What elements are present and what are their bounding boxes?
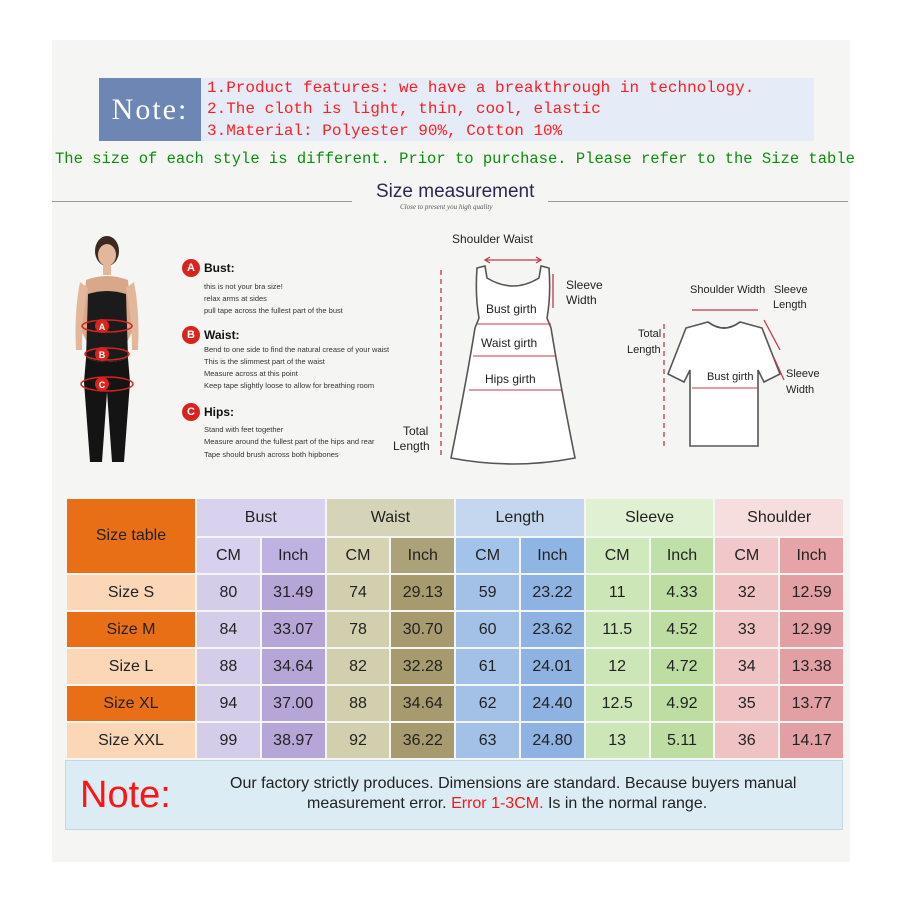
unit-header: CM xyxy=(715,538,778,573)
waist-line-4: Keep tape slightly loose to allow for breathing room xyxy=(204,381,375,390)
dress-total-label: Total xyxy=(403,424,429,438)
model-figure xyxy=(66,232,148,464)
table-cell: 31.49 xyxy=(262,575,325,610)
dress-length-label: Length xyxy=(393,439,430,453)
table-cell: 4.33 xyxy=(651,575,714,610)
tshirt-bust-girth-label: Bust girth xyxy=(707,371,754,383)
unit-header: CM xyxy=(327,538,390,573)
bottom-note-label: Note: xyxy=(80,774,171,816)
bottom-note-line-2 xyxy=(307,795,707,813)
table-cell: 34.64 xyxy=(391,686,454,721)
size-label: Size XXL xyxy=(67,723,195,758)
tshirt-total-label: Total xyxy=(638,328,662,340)
table-cell: 12.99 xyxy=(780,612,843,647)
note-line-2: 2.The cloth is light, thin, cool, elastic xyxy=(207,100,601,118)
bust-line-1: this is not your bra size! xyxy=(204,282,283,291)
bust-line-2: relax arms at sides xyxy=(204,294,267,303)
tshirt-outline xyxy=(668,322,780,446)
table-cell: 88 xyxy=(197,649,260,684)
note-features-box xyxy=(201,78,814,141)
unit-header: Inch xyxy=(521,538,584,573)
table-cell: 92 xyxy=(327,723,390,758)
size-label: Size XL xyxy=(67,686,195,721)
group-header-waist: Waist xyxy=(327,499,455,536)
table-cell: 30.70 xyxy=(391,612,454,647)
table-cell: 62 xyxy=(456,686,519,721)
badge-c: C xyxy=(182,403,200,421)
table-cell: 94 xyxy=(197,686,260,721)
note-label: Note: xyxy=(99,78,201,141)
group-header-shoulder: Shoulder xyxy=(715,499,843,536)
size-label: Size S xyxy=(67,575,195,610)
size-table-header-row xyxy=(67,499,843,536)
badge-a: A xyxy=(182,259,200,277)
table-cell: 32.28 xyxy=(391,649,454,684)
bottom-note-line-2-prefix: measurement error. xyxy=(307,795,447,812)
table-cell: 29.13 xyxy=(391,575,454,610)
table-cell: 34.64 xyxy=(262,649,325,684)
unit-header: Inch xyxy=(651,538,714,573)
waist-line-1: Bend to one side to find the natural crease of your waist xyxy=(204,345,390,354)
shoulder-width-label: Shoulder Width xyxy=(690,284,766,296)
waist-girth-label: Waist girth xyxy=(481,336,538,350)
table-row xyxy=(67,723,843,758)
badge-b: B xyxy=(182,326,200,344)
table-cell: 33 xyxy=(715,612,778,647)
unit-header: CM xyxy=(586,538,649,573)
hips-girth-label: Hips girth xyxy=(485,372,536,386)
table-cell: 99 xyxy=(197,723,260,758)
measurement-subtitle: Close to present you high quality xyxy=(400,203,493,211)
dress-outline xyxy=(451,266,575,464)
table-cell: 34 xyxy=(715,649,778,684)
table-cell: 60 xyxy=(456,612,519,647)
marker-c-text: C xyxy=(98,380,106,390)
table-cell: 36 xyxy=(715,723,778,758)
waist-line-3: Measure across at this point xyxy=(204,369,298,378)
hips-line-3: Tape should brush across both hipbones xyxy=(204,450,339,459)
table-cell: 59 xyxy=(456,575,519,610)
table-cell: 74 xyxy=(327,575,390,610)
table-cell: 78 xyxy=(327,612,390,647)
table-cell: 11 xyxy=(586,575,649,610)
note-line-1: 1.Product features: we have a breakthrough in technology. xyxy=(207,79,755,97)
model-face xyxy=(98,244,116,266)
divider-left xyxy=(52,201,352,202)
table-cell: 23.22 xyxy=(521,575,584,610)
note-line-3: 3.Material: Polyester 90%, Cotton 10% xyxy=(207,122,563,140)
tshirt-sleeve-width-1: Sleeve xyxy=(786,368,820,380)
table-cell: 80 xyxy=(197,575,260,610)
table-cell: 33.07 xyxy=(262,612,325,647)
table-row xyxy=(67,649,843,684)
table-cell: 5.11 xyxy=(651,723,714,758)
table-cell: 12.59 xyxy=(780,575,843,610)
table-cell: 24.01 xyxy=(521,649,584,684)
tshirt-sleeve-length-2: Length xyxy=(773,299,807,311)
model-pants xyxy=(84,358,130,462)
tshirt-sleeve-length-1: Sleeve xyxy=(774,284,808,296)
group-header-sleeve: Sleeve xyxy=(586,499,714,536)
hips-heading: Hips: xyxy=(204,405,234,419)
table-cell: 4.52 xyxy=(651,612,714,647)
size-label: Size M xyxy=(67,612,195,647)
table-cell: 13.77 xyxy=(780,686,843,721)
size-table-body xyxy=(67,575,843,758)
table-cell: 38.97 xyxy=(262,723,325,758)
table-cell: 88 xyxy=(327,686,390,721)
bust-line-3: pull tape across the fullest part of the bust xyxy=(204,306,343,315)
measurement-title: Size measurement xyxy=(376,181,535,202)
unit-header: CM xyxy=(197,538,260,573)
table-cell: 82 xyxy=(327,649,390,684)
group-header-length: Length xyxy=(456,499,584,536)
table-cell: 63 xyxy=(456,723,519,758)
bust-girth-label: Bust girth xyxy=(486,302,537,316)
table-cell: 12 xyxy=(586,649,649,684)
table-row xyxy=(67,612,843,647)
size-table-corner: Size table xyxy=(67,499,195,573)
table-cell: 24.80 xyxy=(521,723,584,758)
unit-header: Inch xyxy=(262,538,325,573)
table-cell: 4.92 xyxy=(651,686,714,721)
model-neck xyxy=(103,265,111,275)
hips-line-2: Measure around the fullest part of the hips and rear xyxy=(204,437,375,446)
table-cell: 32 xyxy=(715,575,778,610)
divider-right xyxy=(548,201,848,202)
bust-heading: Bust: xyxy=(204,261,235,275)
waist-line-2: This is the slimmest part of the waist xyxy=(204,357,325,366)
table-row xyxy=(67,575,843,610)
table-cell: 37.00 xyxy=(262,686,325,721)
table-cell: 14.17 xyxy=(780,723,843,758)
tshirt-length-label: Length xyxy=(627,344,661,356)
unit-header: Inch xyxy=(391,538,454,573)
hips-line-1: Stand with feet together xyxy=(204,425,284,434)
table-cell: 36.22 xyxy=(391,723,454,758)
table-cell: 13 xyxy=(586,723,649,758)
table-cell: 23.62 xyxy=(521,612,584,647)
dress-width-label: Width xyxy=(566,293,597,307)
marker-a-text: A xyxy=(98,322,106,332)
dress-sleeve-label: Sleeve xyxy=(566,278,603,292)
bottom-note-line-1: Our factory strictly produces. Dimensions are standard. Because buyers manual xyxy=(230,775,797,792)
table-cell: 13.38 xyxy=(780,649,843,684)
unit-header: Inch xyxy=(780,538,843,573)
table-cell: 4.72 xyxy=(651,649,714,684)
table-cell: 35 xyxy=(715,686,778,721)
table-cell: 61 xyxy=(456,649,519,684)
group-header-bust: Bust xyxy=(197,499,325,536)
waist-heading: Waist: xyxy=(204,328,240,342)
table-row xyxy=(67,686,843,721)
size-table xyxy=(65,497,845,760)
table-cell: 24.40 xyxy=(521,686,584,721)
marker-b-text: B xyxy=(98,350,106,360)
size-tagline: The size of each style is different. Prior to purchase. Please refer to the Size table xyxy=(55,150,855,168)
table-cell: 11.5 xyxy=(586,612,649,647)
size-label: Size L xyxy=(67,649,195,684)
bottom-note-line-2-suffix: Is in the normal range. xyxy=(547,795,708,812)
tshirt-sleeve-width-2: Width xyxy=(786,384,815,396)
table-cell: 84 xyxy=(197,612,260,647)
table-cell: 12.5 xyxy=(586,686,649,721)
shoulder-waist-label: Shoulder Waist xyxy=(452,232,533,246)
bottom-note-error: Error 1-3CM. xyxy=(451,795,544,812)
unit-header: CM xyxy=(456,538,519,573)
